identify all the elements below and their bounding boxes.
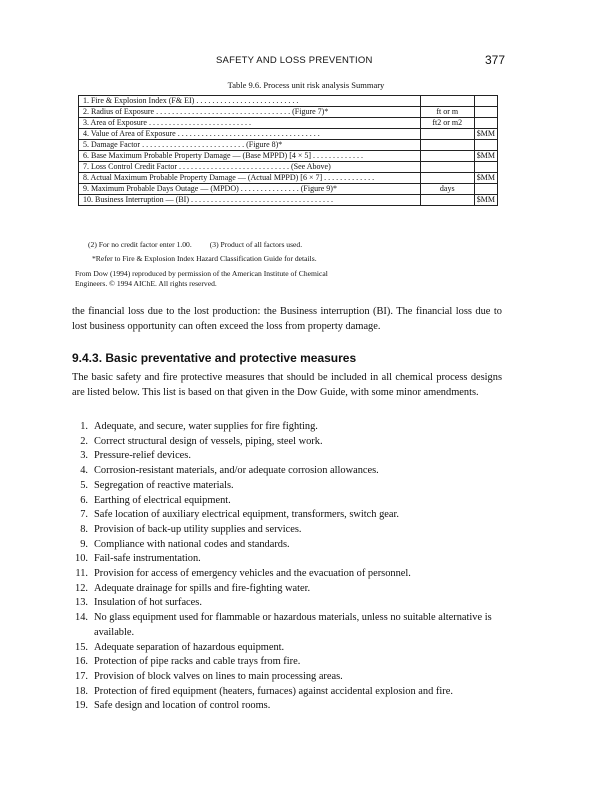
list-item: [72, 670, 502, 685]
row-label: 3. Area of Exposure . . . . . . . . . . . . . . . . . . . . . . . . . .: [79, 118, 421, 129]
body-paragraph: the financial loss due to the lost production: the Business interruption (BI). The financial loss due to lost business opportunity can often exceed the loss from property damage.: [72, 306, 502, 332]
list-item-text: Corrosion-resistant materials, and/or adequate corrosion allowances.: [94, 465, 379, 477]
list-item: [72, 420, 502, 435]
row-unit: ft2 or m2: [420, 118, 474, 129]
table-row: [79, 151, 498, 162]
list-item-number: 5.: [80, 479, 88, 491]
list-item-number: 1.: [80, 421, 88, 432]
list-item-number: 2.: [80, 435, 88, 447]
list-item: [72, 479, 502, 494]
row-money: [474, 140, 497, 151]
table-footnote: *Refer to Fire & Explosion Index Hazard Classification Guide for details.: [92, 254, 317, 263]
row-unit: days: [420, 184, 474, 195]
list-item-number: 12.: [75, 582, 88, 594]
list-item-text: Safe location of auxiliary electrical equipment, transformers, switch gear.: [94, 509, 399, 521]
list-item-text: Correct structural design of vessels, piping, steel work.: [94, 435, 323, 447]
row-unit: [420, 151, 474, 162]
row-money: [474, 162, 497, 173]
measures-list: [72, 420, 502, 714]
page-number: 377: [485, 53, 506, 67]
row-money: $MM: [474, 129, 497, 140]
running-head-title: SAFETY AND LOSS PREVENTION: [216, 55, 373, 66]
list-item-text: Fail-safe instrumentation.: [94, 553, 201, 565]
list-item-number: 14.: [75, 612, 88, 624]
row-money: [474, 96, 497, 107]
list-item-text: Safe design and location of control rooms.: [94, 700, 271, 712]
list-item-text: Compliance with national codes and standards.: [94, 538, 290, 550]
list-item-text: No glass equipment used for flammable or hazardous materials, unless no suitable alternative is available.: [94, 612, 492, 638]
list-item-number: 13.: [75, 597, 88, 609]
row-unit: [420, 140, 474, 151]
row-unit: [420, 173, 474, 184]
list-item: [72, 523, 502, 538]
row-label: 5. Damage Factor . . . . . . . . . . . . . . . . . . . . . . . . . . (Figure 8)*: [79, 140, 421, 151]
table-row: [79, 140, 498, 151]
list-item-number: 17.: [75, 670, 88, 682]
list-item-text: Protection of pipe racks and cable trays from fire.: [94, 656, 301, 668]
list-item: [72, 582, 502, 597]
list-item-text: Insulation of hot surfaces.: [94, 597, 202, 609]
list-item-text: Adequate separation of hazardous equipment.: [94, 641, 285, 653]
list-item-text: Segregation of reactive materials.: [94, 479, 234, 491]
list-item-number: 9.: [80, 538, 88, 550]
table-row: [79, 129, 498, 140]
row-unit: [420, 129, 474, 140]
table-row: [79, 173, 498, 184]
row-money: [474, 118, 497, 129]
list-item: [72, 464, 502, 479]
row-money: $MM: [474, 173, 497, 184]
list-item: [72, 699, 502, 714]
source-credit-line: From Dow (1994) reproduced by permission of the American Institute of Chemical: [75, 269, 328, 278]
row-unit: ft or m: [420, 107, 474, 118]
table-note-2: (2) For no credit factor enter 1.00.: [88, 240, 192, 249]
row-label: 1. Fire & Explosion Index (F& EI) . . . . . . . . . . . . . . . . . . . . . . . . . .: [79, 96, 421, 107]
table-row: [79, 96, 498, 107]
list-item-text: Provision of block valves on lines to main processing areas.: [94, 670, 343, 682]
table-row: [79, 162, 498, 173]
list-item: [72, 567, 502, 582]
list-item-text: Earthing of electrical equipment.: [94, 494, 231, 506]
list-item-number: 10.: [75, 553, 88, 565]
list-item: [72, 685, 502, 700]
section-heading: 9.4.3. Basic preventative and protective measures: [72, 351, 357, 365]
list-item-number: 11.: [75, 568, 88, 580]
list-item-number: 16.: [75, 656, 88, 668]
list-item: [72, 655, 502, 670]
row-label: 2. Radius of Exposure . . . . . . . . . . . . . . . . . . . . . . . . . . . . . . . . . . (Figure 7)*: [79, 107, 421, 118]
row-unit: [420, 96, 474, 107]
list-item-number: 6.: [80, 494, 88, 506]
list-item-number: 8.: [80, 523, 88, 535]
list-item: [72, 494, 502, 509]
list-item: [72, 435, 502, 450]
risk-analysis-table: [78, 95, 498, 206]
table-notes: [88, 239, 302, 250]
row-label: 10. Business Interruption — (BI) . . . . . . . . . . . . . . . . . . . . . . . . . . . . . . . . . . . .: [79, 195, 421, 206]
list-item-number: 3.: [80, 450, 88, 462]
list-item-text: Provision for access of emergency vehicles and the evacuation of personnel.: [94, 568, 411, 580]
row-money: $MM: [474, 151, 497, 162]
section-intro: The basic safety and fire protective measures that should be included in all chemical process designs are listed below. This list is based on that given in the Dow Guide, with some minor amendments.: [72, 372, 502, 398]
list-item-text: Protection of fired equipment (heaters, furnaces) against accidental explosion and fire.: [94, 685, 453, 697]
list-item: [72, 508, 502, 523]
list-item-text: Adequate drainage for spills and fire-fighting water.: [94, 582, 311, 594]
list-item-number: 18.: [75, 685, 88, 697]
table-row: [79, 195, 498, 206]
list-item-number: 15.: [75, 641, 88, 653]
list-item-text: Pressure-relief devices.: [94, 450, 191, 462]
table-row: [79, 107, 498, 118]
list-item-text: Adequate, and secure, water supplies for fire fighting.: [94, 421, 318, 432]
table-caption: Table 9.6. Process unit risk analysis Summary: [227, 80, 385, 90]
table-note-3: (3) Product of all factors used.: [209, 240, 303, 249]
table-row: [79, 118, 498, 129]
row-money: [474, 184, 497, 195]
row-unit: [420, 162, 474, 173]
row-label: 9. Maximum Probable Days Outage — (MPDO) . . . . . . . . . . . . . . . (Figure 9)*: [79, 184, 421, 195]
row-label: 7. Loss Control Credit Factor . . . . . . . . . . . . . . . . . . . . . . . . . . . . (See Above): [79, 162, 421, 173]
list-item-number: 4.: [80, 465, 88, 477]
source-credit-line: Engineers. © 1994 AIChE. All rights reserved.: [75, 279, 217, 288]
list-item-number: 7.: [80, 509, 88, 521]
row-label: 6. Base Maximum Probable Property Damage — (Base MPPD) [4 × 5] . . . . . . . . . . . . .: [79, 151, 421, 162]
list-item: [72, 449, 502, 464]
source-credit: [75, 269, 475, 289]
list-item: [72, 611, 502, 640]
list-item: [72, 596, 502, 611]
row-unit: [420, 195, 474, 206]
table-row: [79, 184, 498, 195]
row-money: [474, 107, 497, 118]
row-money: $MM: [474, 195, 497, 206]
list-item-text: Provision of back-up utility supplies and services.: [94, 523, 302, 535]
list-item: [72, 641, 502, 656]
list-item: [72, 552, 502, 567]
list-item-number: 19.: [75, 700, 88, 712]
row-label: 4. Value of Area of Exposure . . . . . . . . . . . . . . . . . . . . . . . . . . . . . . . . . . . .: [79, 129, 421, 140]
list-item: [72, 538, 502, 553]
row-label: 8. Actual Maximum Probable Property Damage — (Actual MPPD) [6 × 7] . . . . . . . . . . . . .: [79, 173, 421, 184]
running-head: [0, 55, 612, 69]
